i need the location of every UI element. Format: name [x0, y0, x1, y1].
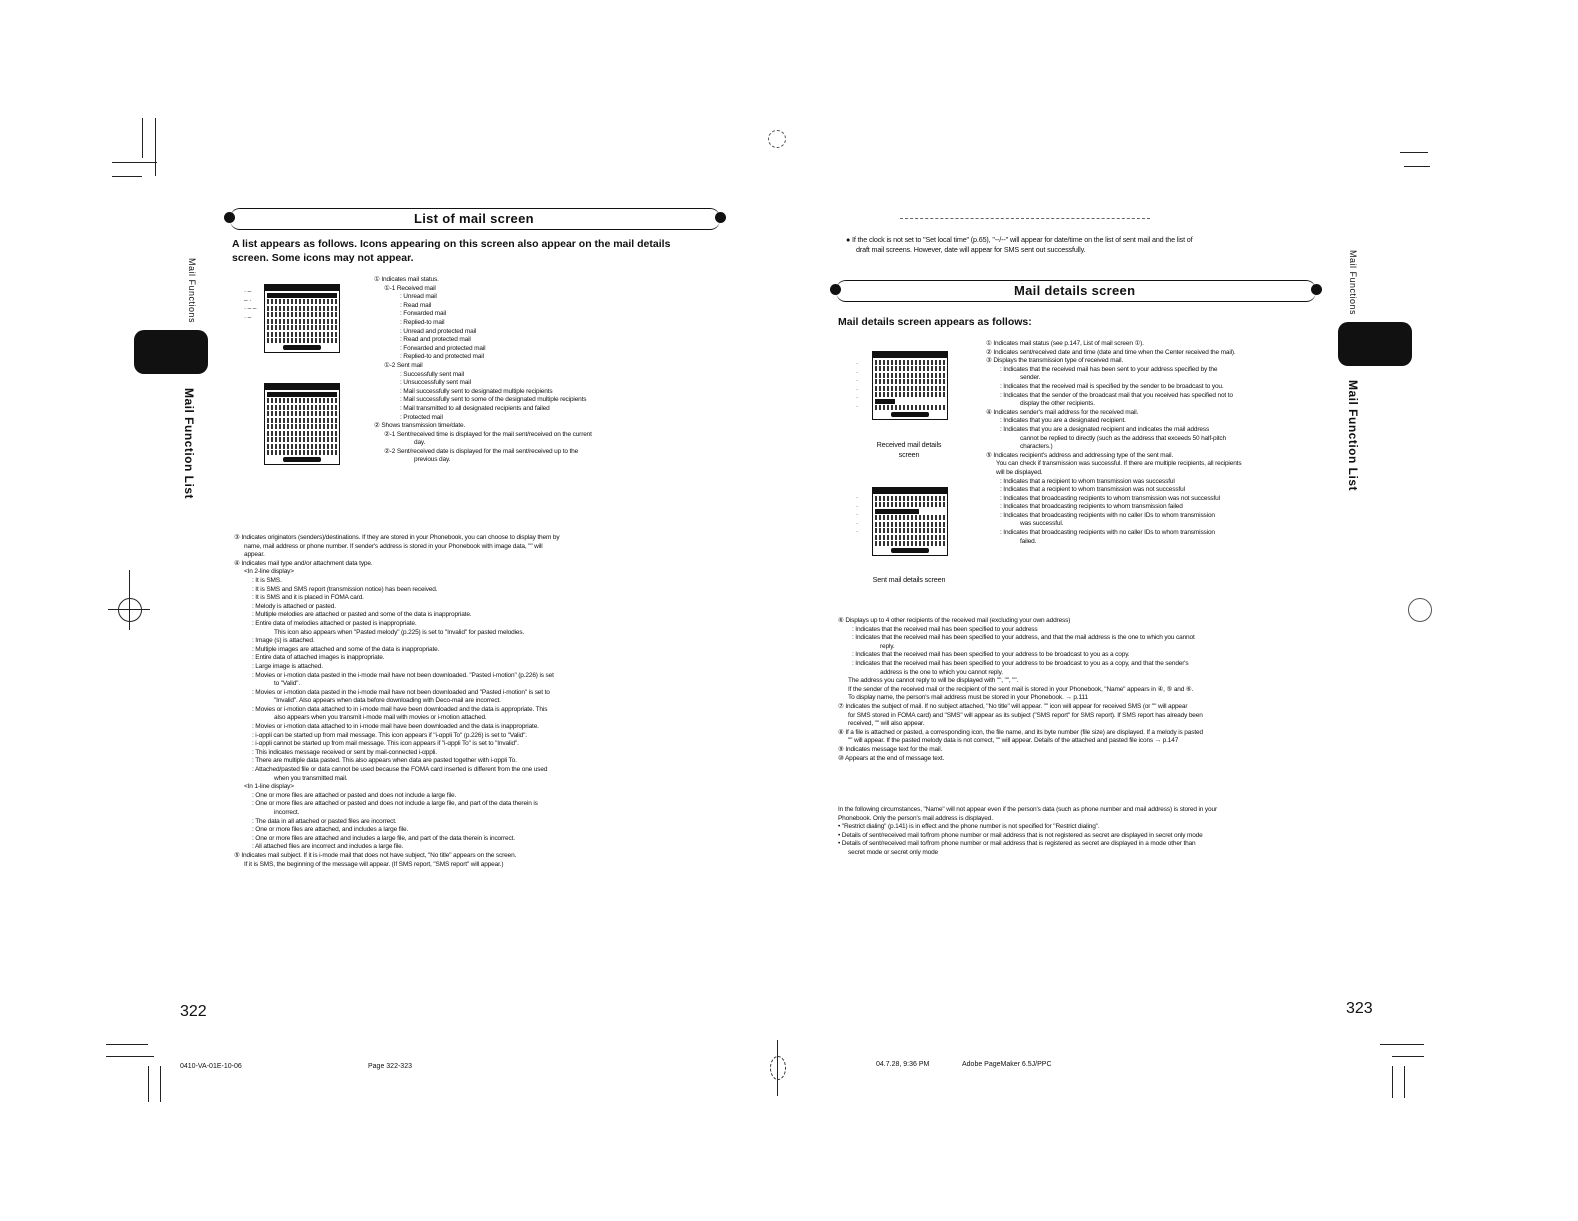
body-line: : Entire data of melodies attached or pasted is inappropriate.	[252, 619, 417, 627]
body-line: ④ Indicates mail type and/or attachment data type.	[234, 559, 373, 567]
detail-line: ③ Displays the transmission type of received mail.	[986, 357, 1124, 365]
more-line: ⑧ If a file is attached or pasted, a corresponding icon, the file name, and its byte number (file size) are displayed. If a melody is pasted	[838, 728, 1203, 736]
detail-line: : Indicates that broadcasting recipients to whom transmission failed	[1000, 503, 1183, 511]
more-line: received, "" will also appear.	[848, 720, 925, 728]
crop-mark	[106, 1056, 154, 1057]
body-line: "Invalid". Also appears when data before downloading with Deco-mail are incorrect.	[274, 697, 501, 705]
crop-mark	[1392, 1066, 1393, 1098]
page-number-right: 323	[1346, 1000, 1373, 1017]
body-line: ③ Indicates originators (senders)/destinations. If they are stored in your Phonebook, you can choose to display them by	[234, 534, 560, 541]
section-title: Mail details screen	[1014, 283, 1136, 298]
crop-mark	[106, 1044, 148, 1045]
side-label-large: Mail Function List	[182, 388, 196, 499]
more-line: reply.	[880, 642, 895, 650]
detail-line: : Indicates that you are a designated recipient and indicates the mail address	[1000, 425, 1210, 433]
body-line: : It is SMS.	[252, 576, 282, 584]
body-line: This icon also appears when "Pasted melody" (p.225) is set to "Invalid" for pasted melodies.	[274, 628, 525, 636]
registration-mark	[770, 1056, 786, 1080]
section-intro: Mail details screen appears as follows:	[838, 316, 1032, 328]
crop-mark	[777, 1040, 778, 1096]
body-line: <In 2-line display>	[244, 568, 294, 576]
body-line: : Large image is attached.	[252, 662, 323, 670]
detail-line: : Indicates that broadcasting recipients to whom transmission was not successful	[1000, 494, 1220, 502]
body-line: : It is SMS and SMS report (transmission notice) has been received.	[252, 585, 438, 593]
status-line: ②-2 Sent/received date is displayed for the mail sent/received up to the	[384, 447, 579, 455]
registration-mark	[118, 598, 142, 622]
status-line: : Read mail	[400, 301, 432, 309]
status-line: ①-1 Received mail	[384, 284, 436, 292]
closing-line: • Details of sent/received mail to/from phone number or mail address that is registered as secret are displayed in a mode other than	[838, 840, 1196, 848]
status-line: day.	[414, 439, 426, 447]
side-label-large: Mail Function List	[1346, 380, 1360, 491]
status-line: : Mail successfully sent to some of the designated multiple recipients	[400, 396, 587, 404]
detail-line: ① Indicates mail status (see p.147, List of mail screen ①).	[986, 340, 1144, 347]
body-line: : i-αppli cannot be started up from mail message. This icon appears if "i-αppli To" is set to "Invalid".	[252, 740, 519, 748]
detail-line: sender.	[1020, 374, 1041, 382]
crop-mark	[112, 176, 142, 177]
crop-mark	[148, 1066, 149, 1102]
closing-notes	[838, 806, 1308, 858]
body-line: ⑤ Indicates mail subject. If it is i-mode mail that does not have subject, "No title" appears on the screen.	[234, 851, 517, 859]
detail-line: ② Indicates sent/received date and time (date and time when the Center received the mail).	[986, 348, 1236, 356]
status-line: : Forwarded mail	[400, 310, 447, 318]
detail-line: cannot be replied to directly (such as the address that exceeds 50 half-pitch	[1020, 434, 1226, 442]
detail-line: ⑤ Indicates recipient's address and addressing type of the sent mail.	[986, 451, 1174, 459]
detail-line: : Indicates that a recipient to whom transmission was successful	[1000, 477, 1175, 485]
recipients-list	[838, 617, 1308, 763]
status-line: : Replied-to mail	[400, 318, 445, 326]
side-tab-block	[134, 330, 208, 374]
side-tab-block	[1338, 322, 1412, 366]
more-line: To display name, the person's mail address must be stored in your Phonebook. → p.111	[848, 694, 1088, 702]
body-line: also appears when you transmit i-mode mail with movies or i-motion attached.	[274, 714, 487, 722]
detail-line: display the other recipients.	[1020, 400, 1095, 408]
body-line: : This indicates message received or sent by mail-connected i-αppli.	[252, 748, 437, 756]
detail-line: : Indicates that the received mail is specified by the sender to be broadcast to you.	[1000, 382, 1224, 390]
body-line: incorrect.	[274, 809, 300, 816]
crop-mark	[160, 1066, 161, 1102]
detail-line: : Indicates that broadcasting recipients with no caller IDs to whom transmission	[1000, 529, 1215, 537]
body-line: : Image (s) is attached.	[252, 637, 315, 645]
closing-line: • Details of sent/received mail to/from phone number or mail address that is not registered as secret are displayed in secret only mode	[838, 831, 1203, 839]
more-line: : Indicates that the received mail has been specified to your address to be broadcast to you as a copy, and that the sender's	[852, 659, 1189, 667]
registration-mark	[768, 130, 786, 148]
crop-mark	[129, 570, 130, 630]
status-line: : Protected mail	[400, 413, 443, 421]
body-line: appear.	[244, 551, 265, 559]
body-line: : Movies or i-motion data pasted in the i-mode mail have not been downloaded. "Pasted i-motion" (p.226) is set	[252, 671, 554, 679]
page-number-left: 322	[180, 1003, 207, 1020]
body-line: : Movies or i-motion data attached to in i-mode mail have been downloaded and the data is inappropriate.	[252, 723, 539, 731]
status-line: : Unsuccessfully sent mail	[400, 379, 471, 387]
body-line: : Movies or i-motion data pasted in the i-mode mail have not been downloaded and "Pasted i-motion" is set to	[252, 688, 550, 696]
status-line: : Forwarded and protected mail	[400, 344, 486, 352]
body-line: : The data in all attached or pasted files are incorrect.	[252, 817, 397, 825]
more-line: The address you cannot reply to will be displayed with "", "", "".	[848, 677, 1019, 685]
body-line: : Multiple melodies are attached or pasted and some of the data is inappropriate.	[252, 611, 472, 619]
section-intro: A list appears as follows. Icons appearing on this screen also appear on the mail details screen. Some icons may not appear.	[232, 238, 671, 264]
body-line: : There are multiple data pasted. This also appears when data are pasted together with i-αppli To.	[252, 757, 517, 765]
body-line: : It is SMS and it is placed in FOMA card.	[252, 594, 364, 602]
status-line: previous day.	[414, 456, 451, 464]
body-line: : One or more files are attached, and includes a large file.	[252, 826, 409, 834]
phone-screen-received-details	[872, 351, 948, 420]
crop-mark	[1392, 1056, 1424, 1057]
footer-file: 0410-VA-01E-10-06	[180, 1063, 242, 1070]
mail-status-list	[374, 276, 734, 465]
detail-line: ④ Indicates sender's mail address for the received mail.	[986, 408, 1139, 416]
closing-line: secret mode or secret only mode	[848, 848, 939, 856]
body-line: : One or more files are attached or pasted and does not include a large file.	[252, 791, 457, 799]
detail-line: will be displayed.	[996, 468, 1043, 476]
detail-line: characters.)	[1020, 443, 1053, 451]
divider	[900, 218, 1150, 220]
side-label-small: Mail Functions	[187, 258, 197, 324]
status-line: ① Indicates mail status.	[374, 276, 439, 283]
registration-mark	[1408, 598, 1432, 622]
crop-mark	[155, 118, 156, 176]
status-line: ② Shows transmission time/date.	[374, 422, 466, 430]
status-line: ②-1 Sent/received time is displayed for the mail sent/received on the current	[384, 430, 592, 438]
body-line: : All attached files are incorrect and includes a large file.	[252, 843, 404, 851]
body-line: : Attached/pasted file or data cannot be used because the FOMA card inserted is different from the one used	[252, 766, 548, 774]
more-line: "" will appear. If the pasted melody data is not correct, "" will appear. Details of the attached and pasted file icons → p.147	[848, 737, 1179, 745]
detail-line: : Indicates that a recipient to whom transmission was not successful	[1000, 486, 1185, 494]
body-line: : One or more files are attached and includes a large file, and part of the data therein is incorrect.	[252, 834, 515, 842]
closing-line: In the following circumstances, "Name" will not appear even if the person's data (such as phone number and mail address) is stored in your	[838, 806, 1217, 813]
body-line: : One or more files are attached or pasted and does not include a large file, and part of the data therein is	[252, 800, 538, 808]
status-line: : Read and protected mail	[400, 336, 471, 344]
crop-mark	[1380, 1044, 1424, 1045]
detail-line: was successful.	[1020, 520, 1064, 528]
note-line: ● If the clock is not set to "Set local time" (p.65), "--/--" will appear for date/time on the list of sent mail and the list of	[846, 235, 1193, 244]
detail-line: : Indicates that broadcasting recipients with no caller IDs to whom transmission	[1000, 511, 1215, 519]
status-line: : Unread and protected mail	[400, 327, 477, 335]
more-line: for SMS stored in FOMA card) and "SMS" will appear as its subject ("SMS report" for SMS report). If SMS report has already been	[848, 711, 1203, 719]
crop-mark	[1400, 152, 1428, 153]
detail-line: You can check if transmission was successful. If there are multiple recipients, all recipients	[996, 460, 1242, 468]
body-line: to "Valid".	[274, 680, 300, 688]
detail-line: : Indicates that you are a designated recipient.	[1000, 417, 1126, 425]
more-line: If the sender of the received mail or the recipient of the sent mail is stored in your Phonebook, "Name" appears in ④, ⑤ and ⑥.	[848, 685, 1194, 693]
crop-mark	[112, 162, 157, 163]
status-line: : Unread mail	[400, 293, 437, 301]
phone-screen-sent-list	[264, 383, 340, 465]
body-line: <In 1-line display>	[244, 783, 294, 791]
note-line: draft mail screens. However, date will appear for SMS sent out successfully.	[856, 244, 1086, 254]
more-line: ⑩ Appears at the end of message text.	[838, 754, 945, 762]
detail-line: failed.	[1020, 537, 1037, 545]
body-line: when you transmitted mail.	[274, 774, 348, 782]
section-title: List of mail screen	[414, 211, 534, 226]
status-line: : Successfully sent mail	[400, 370, 464, 378]
closing-line: • "Restrict dialing" (p.141) is in effect and the phone number is not specified for "Restrict dialing".	[838, 823, 1100, 831]
note-block	[846, 235, 1316, 254]
phone-screen-received-list	[264, 284, 340, 353]
body-line: : i-αppli can be started up from mail message. This icon appears if "i-αppli To" (p.226) is set to "Valid".	[252, 731, 527, 739]
more-line: ⑥ Displays up to 4 other recipients of the received mail (excluding your own address)	[838, 617, 1071, 624]
footer-time: 04.7.28, 9:36 PM	[876, 1061, 930, 1068]
crop-mark	[142, 118, 143, 158]
more-line: : Indicates that the received mail has been specified to your address, and that the mail address is the one to which you cannot	[852, 634, 1195, 642]
more-line: : Indicates that the received mail has been specified to your address	[852, 625, 1038, 633]
details-list	[986, 340, 1316, 546]
callout-markers: · – – · · – – · –	[244, 288, 257, 321]
status-line: : Mail transmitted to all designated recipients and failed	[400, 404, 550, 412]
header-bullet	[224, 212, 235, 223]
more-line: address is the one to which you cannot reply.	[880, 668, 1003, 676]
detail-line: : Indicates that the received mail has been sent to your address specified by the	[1000, 365, 1218, 373]
body-line: name, mail address or phone number. If sender's address is stored in your Phonebook with image data, "" will	[244, 542, 543, 550]
more-line: ⑨ Indicates message text for the mail.	[838, 745, 943, 753]
status-line: : Replied-to and protected mail	[400, 353, 484, 361]
footer-page: Page 322-323	[368, 1063, 412, 1070]
mail-type-list	[234, 534, 710, 869]
body-line: If it is SMS, the beginning of the message will appear. (If SMS report, "SMS report" will appear.)	[244, 860, 504, 868]
body-line: : Entire data of attached images is inappropriate.	[252, 654, 385, 662]
more-line: ⑦ Indicates the subject of mail. If no subject attached, "No title" will appear. "" icon will appear for received SMS (or "" will appear	[838, 702, 1188, 710]
closing-line: Phonebook. Only the person's mail address is displayed.	[838, 814, 993, 822]
header-bullet	[1311, 284, 1322, 295]
body-line: : Melody is attached or pasted.	[252, 602, 336, 610]
more-line: : Indicates that the received mail has been specified to your address to be broadcast to you as a copy.	[852, 651, 1130, 659]
caption-received: Received mail details screen	[876, 440, 942, 459]
header-bullet	[830, 284, 841, 295]
phone-screen-sent-details	[872, 487, 948, 556]
caption-sent: Sent mail details screen	[872, 575, 946, 584]
body-line: : Multiple images are attached and some of the data is inappropriate.	[252, 645, 440, 653]
status-line: : Mail successfully sent to designated multiple recipients	[400, 387, 553, 395]
crop-mark	[1404, 166, 1430, 167]
callout-markers: · · · · · ·	[856, 360, 859, 410]
footer-app: Adobe PageMaker 6.5J/PPC	[962, 1061, 1052, 1068]
side-label-small: Mail Functions	[1348, 250, 1358, 316]
body-line: : Movies or i-motion data attached to in i-mode mail have been downloaded and the data is appropriate. This	[252, 705, 548, 713]
header-bullet	[715, 212, 726, 223]
crop-mark	[1404, 1066, 1405, 1098]
detail-line: : Indicates that the sender of the broadcast mail that you received has specified not to	[1000, 391, 1233, 399]
callout-markers: · · · · ·	[856, 494, 859, 536]
status-line: ①-2 Sent mail	[384, 361, 423, 369]
